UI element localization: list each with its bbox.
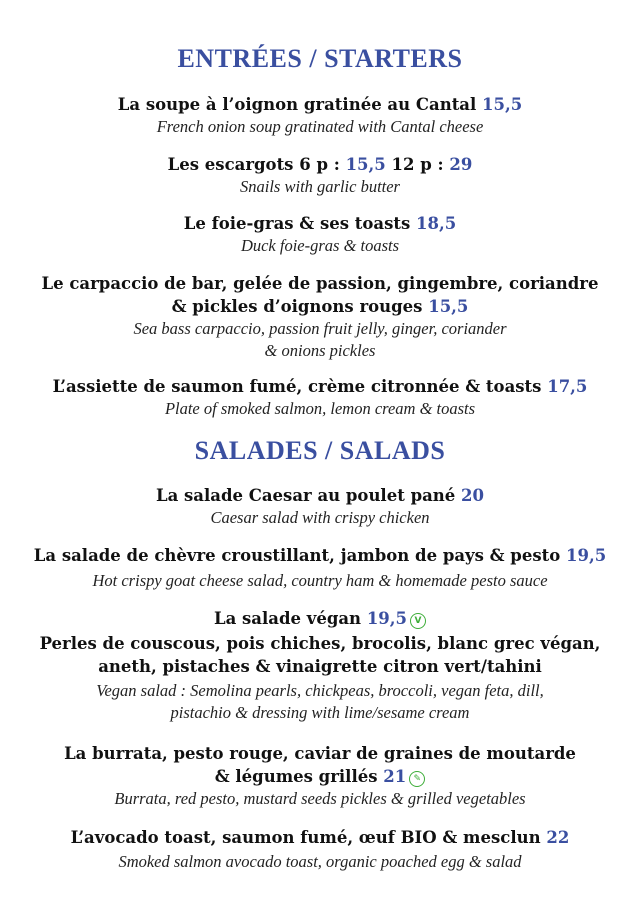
item-name-secondary: 12 p :: [391, 155, 444, 174]
menu-item-vegan-salad: [0, 607, 640, 724]
item-price: 18,5: [416, 214, 457, 233]
menu-item-carpaccio: [0, 272, 640, 362]
item-name-line2: & légumes grillés: [214, 767, 378, 786]
item-price: 20: [461, 486, 485, 505]
vegan-icon: V: [410, 613, 426, 629]
section-title-starters: ENTRÉES / STARTERS: [177, 44, 463, 73]
item-name-line1: La burrata, pesto rouge, caviar de graines de moutarde: [64, 744, 576, 763]
item-description: Burrata, red pesto, mustard seeds pickles & grilled vegetables: [114, 789, 526, 808]
item-name: Les escargots 6 p :: [167, 155, 340, 174]
item-description: Hot crispy goat cheese salad, country ham & homemade pesto sauce: [92, 571, 548, 590]
item-description-line1: Vegan salad : Semolina pearls, chickpeas, broccoli, vegan feta, dill,: [96, 681, 544, 700]
vegetarian-icon: ✎: [409, 771, 425, 787]
item-name: L’avocado toast, saumon fumé, œuf BIO & mesclun: [70, 828, 541, 847]
item-price: 17,5: [547, 377, 588, 396]
item-price: 21: [383, 767, 407, 786]
item-detail-line1: Perles de couscous, pois chiches, brocolis, blanc grec végan,: [39, 634, 601, 653]
item-name: L’assiette de saumon fumé, crème citronnée & toasts: [52, 377, 542, 396]
menu-item-burrata: [0, 742, 640, 810]
section-title-salads: SALADES / SALADS: [194, 436, 446, 465]
item-name-line2: & pickles d’oignons rouges: [171, 297, 423, 316]
item-description-line1: Sea bass carpaccio, passion fruit jelly, ginger, coriander: [133, 319, 507, 338]
item-price: 15,5: [345, 155, 386, 174]
item-price-secondary: 29: [449, 155, 473, 174]
item-name: La salade de chèvre croustillant, jambon de pays & pesto: [33, 546, 561, 565]
item-description: Snails with garlic butter: [240, 177, 400, 196]
item-detail-line2: aneth, pistaches & vinaigrette citron vert/tahini: [98, 657, 542, 676]
item-description: Duck foie-gras & toasts: [240, 236, 400, 255]
menu-item-avocado-toast: [0, 826, 640, 873]
menu-item-onion-soup: [0, 93, 640, 138]
menu-item-smoked-salmon: [0, 375, 640, 420]
item-name: La salade Caesar au poulet pané: [155, 486, 456, 505]
item-description: French onion soup gratinated with Cantal cheese: [156, 117, 484, 136]
item-name: La soupe à l’oignon gratinée au Cantal: [117, 95, 477, 114]
item-name-line1: Le carpaccio de bar, gelée de passion, gingembre, coriandre: [41, 274, 599, 293]
item-price: 19,5: [366, 609, 407, 628]
menu-item-foie-gras: [0, 212, 640, 257]
item-description: Smoked salmon avocado toast, organic poached egg & salad: [118, 852, 522, 871]
item-description-line2: & onions pickles: [264, 341, 376, 360]
item-description: Plate of smoked salmon, lemon cream & toasts: [164, 399, 476, 418]
item-name: La salade végan: [213, 609, 362, 628]
item-name: Le foie-gras & ses toasts: [183, 214, 411, 233]
item-description-line2: pistachio & dressing with lime/sesame cream: [170, 703, 470, 722]
menu-item-goat-cheese-salad: [0, 544, 640, 592]
menu-item-escargots: [0, 153, 640, 198]
menu-item-caesar-salad: [0, 484, 640, 529]
item-price: 22: [546, 828, 570, 847]
item-price: 15,5: [482, 95, 523, 114]
item-price: 15,5: [428, 297, 469, 316]
item-description: Caesar salad with crispy chicken: [210, 508, 430, 527]
item-price: 19,5: [566, 546, 607, 565]
